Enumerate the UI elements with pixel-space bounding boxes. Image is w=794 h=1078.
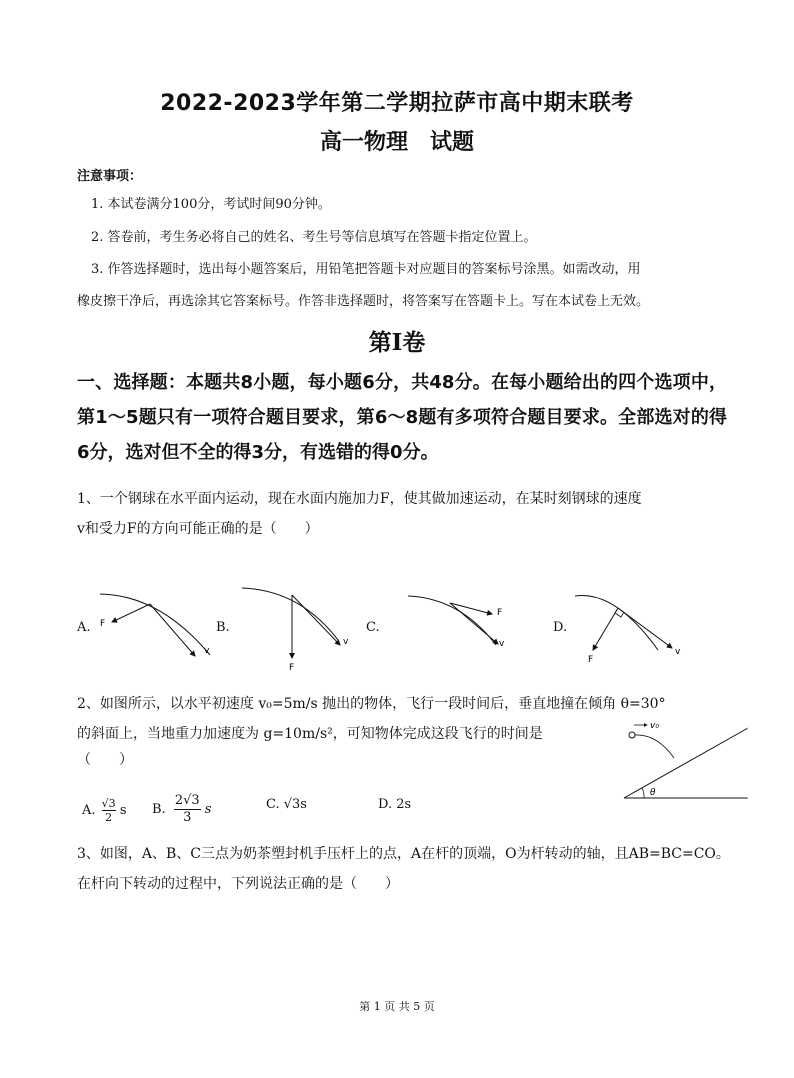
- q1-option-c-label: C.: [366, 620, 380, 635]
- fraction-denominator: 3: [183, 810, 192, 825]
- velocity-arrow: [618, 608, 672, 648]
- q2-option-a-label: A.: [82, 803, 96, 818]
- section-title: 第Ⅰ卷: [368, 329, 426, 356]
- fraction-numerator: 2√3: [174, 793, 200, 808]
- q2-line3: （ ）: [77, 752, 133, 768]
- fraction-denominator: 2: [105, 811, 113, 824]
- q2-option-b-fraction: [174, 793, 201, 826]
- q2-line2: 的斜面上，当地重力加速度为 g=10m/s²，可知物体完成这段飞行的时间是: [77, 726, 543, 742]
- part-intro: 一、选择题：本题共8小题，每小题6分，共48分。在每小题给出的四个选项中，第1～5题只有一项符合题目要求，第6～8题有多项符合题目要求。全部选对的得6分，选对但不全的得3分，有选错的得0分。: [77, 372, 727, 463]
- q1-figures: [0, 570, 794, 680]
- q1-option-d-label: D.: [553, 620, 568, 635]
- incline-line: [624, 728, 748, 798]
- page-footer: 第 1 页 共 5 页: [359, 1000, 435, 1013]
- label-theta: θ: [650, 788, 656, 798]
- label-v0: v₀: [650, 721, 659, 731]
- label-v: v: [343, 637, 349, 647]
- q3-line2: 在杆向下转动的过程中，下列说法正确的是（ ）: [77, 876, 399, 892]
- q1-figure-c: [408, 596, 505, 649]
- fraction-numerator: √3: [101, 797, 116, 810]
- q1-figure-d: [575, 595, 681, 665]
- q2-option-c: C. √3s: [266, 797, 307, 812]
- notice-item-2: 2. 答卷前，考生务必将自己的姓名、考生号等信息填写在答题卡指定位置上。: [91, 230, 537, 245]
- label-f: F: [100, 619, 106, 629]
- label-v: v: [204, 646, 210, 656]
- label-v: v: [499, 639, 505, 649]
- ball: [629, 732, 635, 738]
- notice-item-1: 1. 本试卷满分100分，考试时间90分钟。: [91, 197, 331, 212]
- q2-option-b: [152, 793, 211, 826]
- exam-subtitle: 高一物理 试题: [319, 130, 474, 155]
- q2-option-a-fraction: [102, 797, 116, 824]
- q2-line1: 2、如图所示，以水平初速度 v₀=5m/s 抛出的物体，飞行一段时间后，垂直地撞在倾角 θ=30°: [77, 696, 666, 712]
- q2-option-a-unit: s: [119, 803, 127, 818]
- notice-item-3: 3. 作答选择题时，选出每小题答案后，用铅笔把答题卡对应题目的答案标号涂黑。如需改动，用: [91, 262, 641, 277]
- label-f: F: [289, 663, 295, 673]
- force-arrow: [112, 604, 150, 622]
- notice-item-3-cont: 橡皮擦干净后，再选涂其它答案标号。作答非选择题时，将答案写在答题卡上。写在本试卷上无效。: [77, 294, 650, 309]
- q3-line1: 3、如图，A、B、C三点为奶茶塑封机手压杆上的点，A在杆的顶端，O为杆转动的轴，且AB=BC=CO。: [77, 846, 730, 862]
- q1-figure-a: [100, 594, 210, 656]
- q1-figure-b: [242, 588, 349, 673]
- exam-title: 2022-2023学年第二学期拉萨市高中期末联考: [160, 91, 634, 116]
- label-v: v: [675, 647, 681, 657]
- q2-option-a: [82, 797, 127, 824]
- q1-line1: 1、一个钢球在水平面内运动，现在水面内施加力F，使其做加速运动，在某时刻钢球的速度: [77, 491, 642, 507]
- velocity-arrow: [150, 604, 195, 656]
- label-f: F: [497, 608, 503, 618]
- q1-line2: v和受力F的方向可能正确的是（ ）: [77, 521, 319, 537]
- q2-option-b-unit: s: [204, 802, 212, 817]
- q2-option-b-label: B.: [152, 802, 166, 817]
- q1-option-a-label: A.: [77, 620, 91, 635]
- velocity-arrow: [292, 595, 340, 645]
- label-f: F: [588, 655, 594, 665]
- notice-heading: 注意事项：: [77, 169, 143, 184]
- trajectory: [635, 735, 674, 758]
- q1-option-b-label: B.: [216, 620, 230, 635]
- force-arrow: [593, 608, 618, 650]
- q2-option-d: D. 2s: [378, 797, 412, 812]
- q2-figure-incline: [612, 712, 752, 804]
